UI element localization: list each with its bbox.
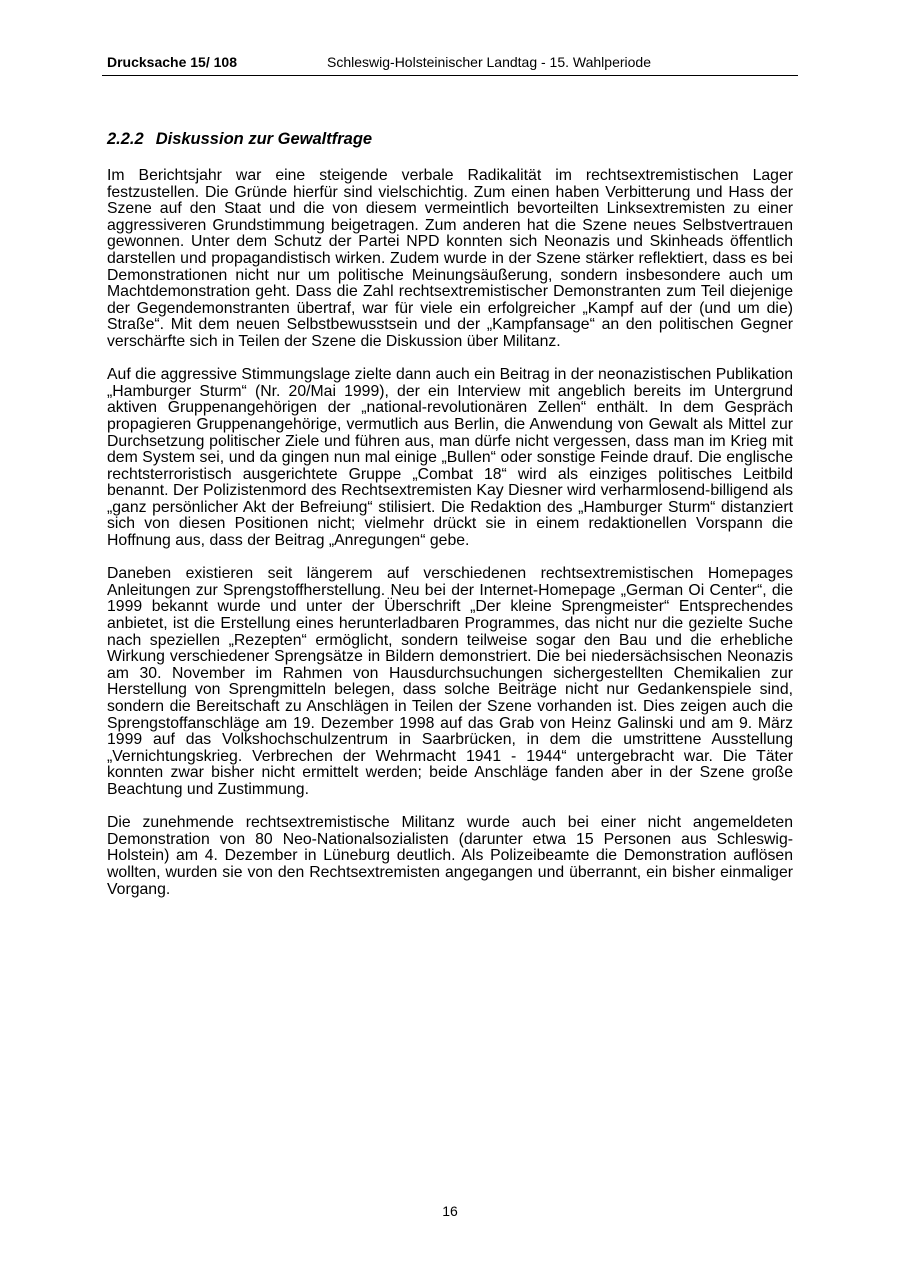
paragraph: Die zunehmende rechtsextremistische Militanz wurde auch bei einer nicht angemeldeten Demonstration von 80 Neo-Nationalsozialisten (darunter etwa 15 Personen aus Schleswig-Holstein) am 4. Dezember in Lüneburg deutlich. Als Polizeibeamte die Demonstration auflösen wollten, wurden sie von den Rechtsextremisten angegangen und überrannt, ein bisher einmaliger Vorgang.	[107, 814, 793, 898]
section-title: Diskussion zur Gewaltfrage	[155, 130, 373, 148]
document-number: Drucksache 15/ 108	[107, 54, 237, 70]
section-heading	[107, 128, 372, 150]
paragraph: Auf die aggressive Stimmungslage zielte dann auch ein Beitrag in der neonazistischen Publikation „Hamburger Sturm“ (Nr. 20/Mai 1999), der ein Interview mit angeblich bereits im Untergrund aktiven Gruppenangehörigen der „national-revolutionären Zellen“ enthält. In dem Gespräch propagieren Gruppenangehörige, vermutlich aus Berlin, die Anwendung von Gewalt als Mittel zur Durchsetzung politischer Ziele und führen aus, man dürfe nicht vergessen, dass man im Krieg mit dem System sei, und da gingen nun mal einige „Bullen“ oder sonstige Feinde drauf. Die englische rechtsterroristisch ausgerichtete Gruppe „Combat 18“ wird als einziges politisches Leitbild benannt. Der Polizistenmord des Rechtsextremisten Kay Diesner wird verharmlosend-billigend als „ganz persönlicher Akt der Befreiung“ stilisiert. Die Redaktion des „Hamburger Sturm“ distanziert sich von diesen Positionen nicht; vielmehr drückt sie in einem redaktionellen Vorspann die Hoffnung aus, dass der Beitrag „Anregungen“ gebe.	[107, 366, 793, 550]
section-number: 2.2.2	[107, 130, 144, 148]
header-title: Schleswig-Holsteinischer Landtag - 15. Wahlperiode	[327, 54, 651, 70]
paragraph: Daneben existieren seit längerem auf verschiedenen rechtsextremistischen Homepages Anleitungen zur Sprengstoffherstellung. Neu bei der Internet-Homepage „German Oi Center“, die 1999 bekannt wurde und unter der Überschrift „Der kleine Sprengmeister“ Entsprechendes anbietet, ist die Erstellung eines herunterladbaren Programmes, das nicht nur die gezielte Suche nach speziellen „Rezepten“ ermöglicht, sondern teilweise sogar den Bau und die erhebliche Wirkung verschiedener Sprengsätze in Bildern demonstriert. Die bei niedersächsischen Neonazis am 30. November im Rahmen von Hausdurchsuchungen sichergestellten Chemikalien zur Herstellung von Sprengmitteln belegen, dass solche Beiträge nicht nur Gedankenspiele sind, sondern die Bereitschaft zu Anschlägen in Teilen der Szene vorhanden ist. Dies zeigen auch die Sprengstoffanschläge am 19. Dezember 1998 auf das Grab von Heinz Galinski und am 9. März 1999 auf das Volkshochschulzentrum in Saarbrücken, in dem die umstrittene Ausstellung „Vernichtungskrieg. Verbrechen der Wehrmacht 1941 - 1944“ untergebracht war. Die Täter konnten zwar bisher nicht ermittelt werden; beide Anschläge fanden aber in der Szene große Beachtung und Zustimmung.	[107, 565, 793, 798]
page-header	[102, 53, 798, 76]
page-number: 16	[442, 1203, 458, 1219]
paragraph: Im Berichtsjahr war eine steigende verbale Radikalität im rechtsextremistischen Lager festzustellen. Die Gründe hierfür sind vielschichtig. Zum einen haben Verbitterung und Hass der Szene auf den Staat und die von diesem vermeintlich bevorteilten Linksextremisten zu einer aggressiveren Grundstimmung beigetragen. Zum anderen hat die Szene neues Selbstvertrauen gewonnen. Unter dem Schutz der Partei NPD konnten sich Neonazis und Skinheads öffentlich darstellen und propagandistisch wirken. Zudem wurde in der Szene stärker reflektiert, dass es bei Demonstrationen nicht nur um politische Meinungsäußerung, sondern insbesondere auch um Machtdemonstration geht. Dass die Zahl rechtsextremistischer Demonstranten zum Teil diejenige der Gegendemonstranten übertraf, war für viele ein erfolgreicher „Kampf auf der (und um die) Straße“. Mit dem neuen Selbstbewusstsein und der „Kampfansage“ an den politischen Gegner verschärfte sich in Teilen der Szene die Diskussion über Militanz.	[107, 167, 793, 350]
body-text	[107, 168, 793, 915]
